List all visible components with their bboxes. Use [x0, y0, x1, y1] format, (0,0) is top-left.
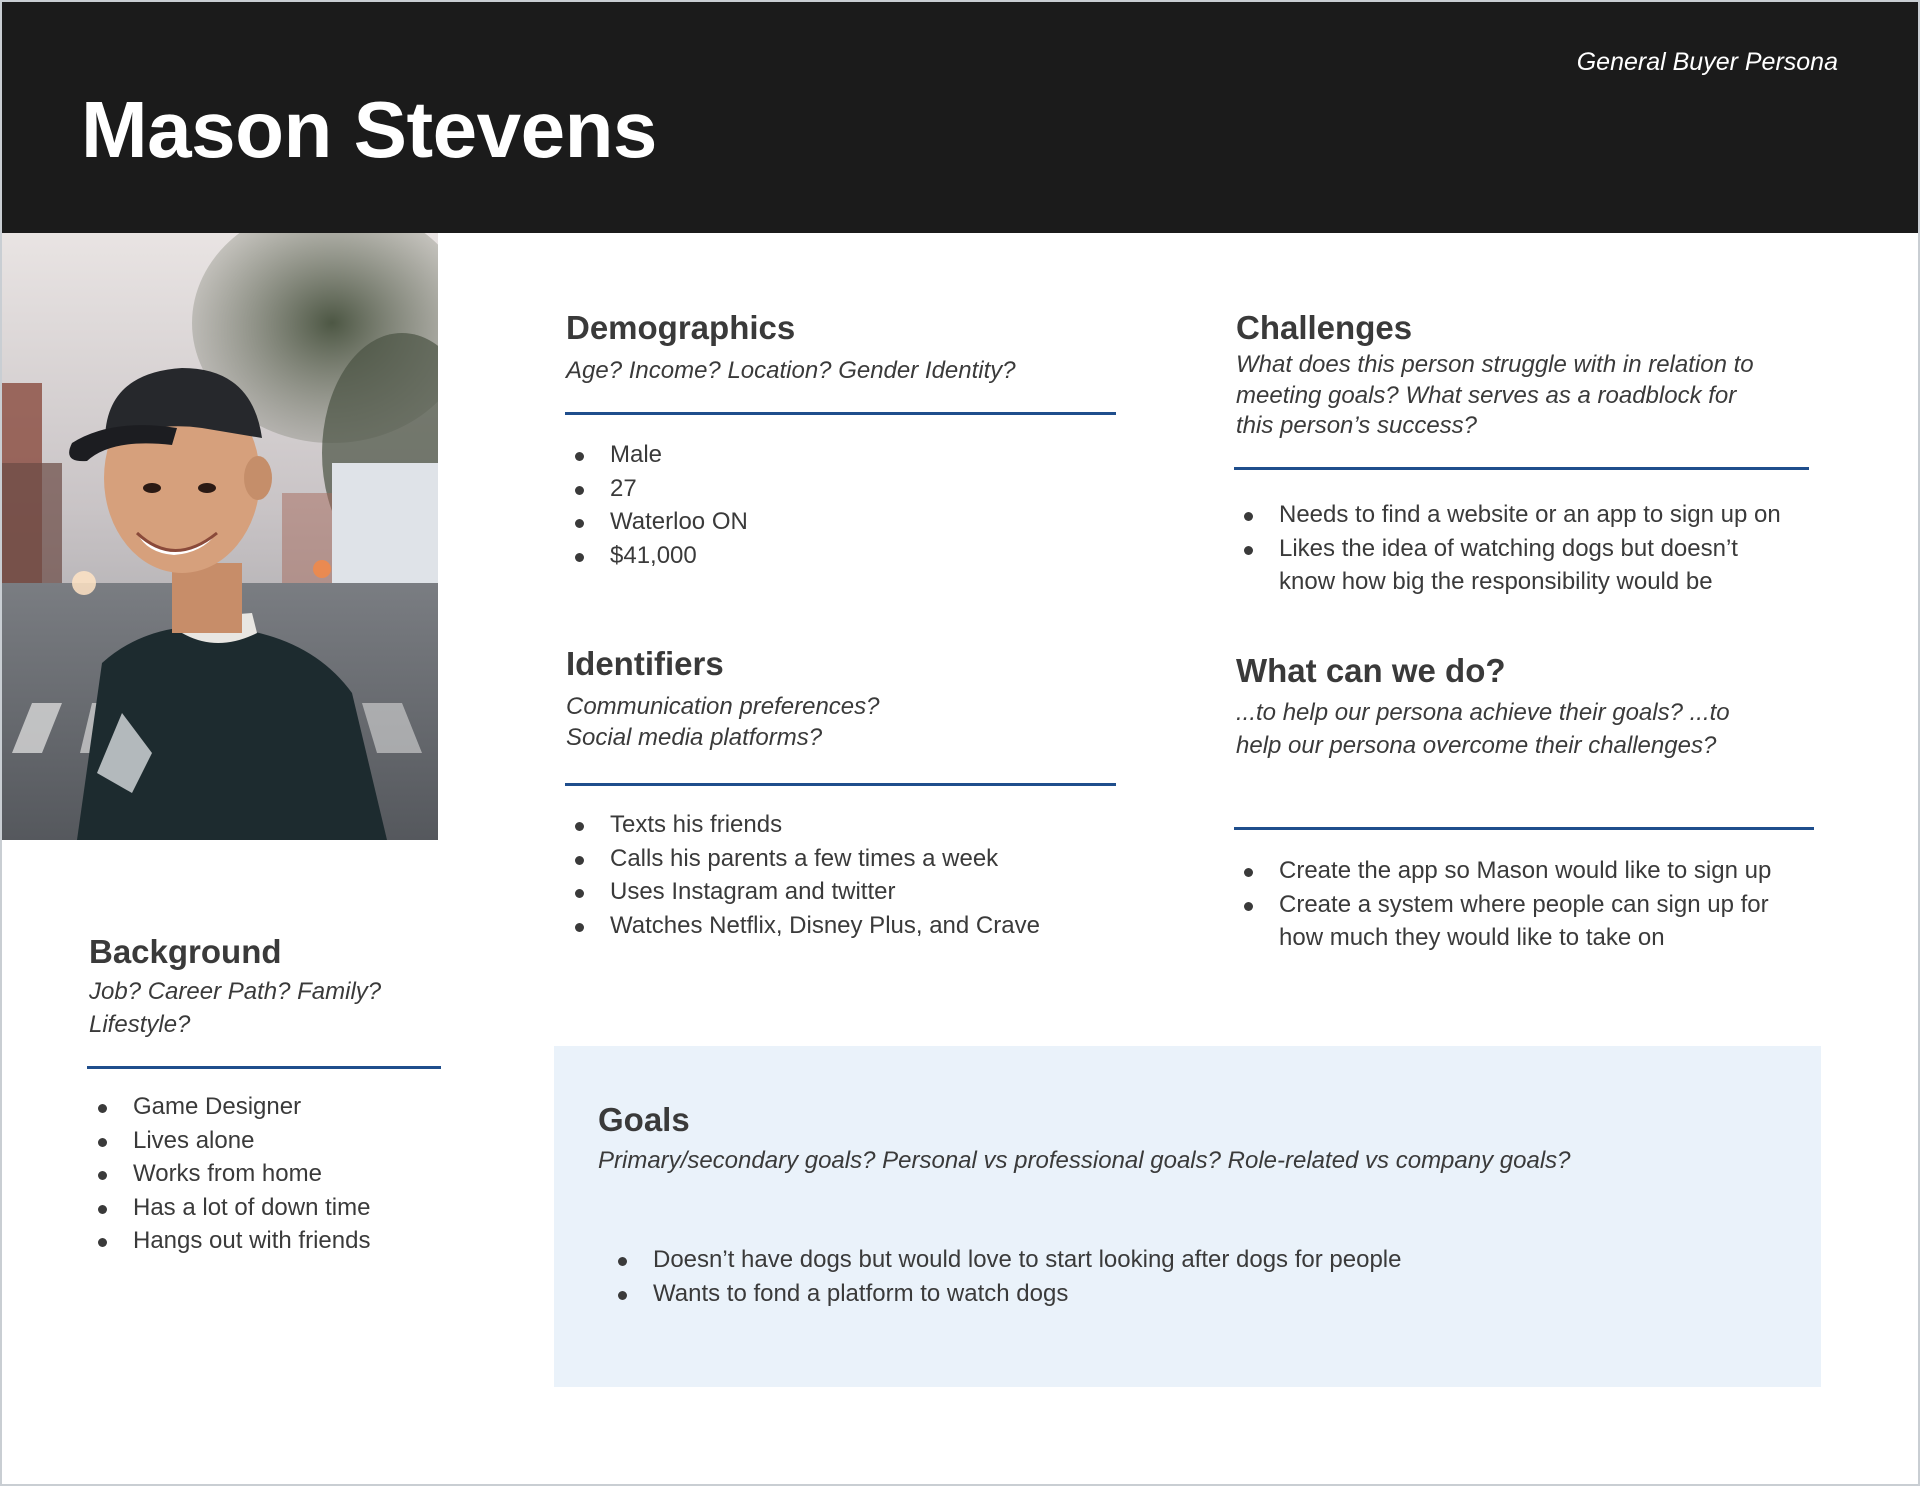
- goals-prompt: Primary/secondary goals? Personal vs professional goals? Role-related vs company goals?: [598, 1147, 1571, 1174]
- list-item: Hangs out with friends: [88, 1224, 370, 1258]
- what-can-we-do-title: What can we do?: [1236, 652, 1506, 689]
- prompt-line: help our persona overcome their challenges?: [1236, 732, 1717, 759]
- challenges-divider: [1234, 467, 1809, 470]
- list-item-text: Create the app so Mason would like to sign up: [1279, 857, 1772, 884]
- list-item: 27: [565, 472, 748, 506]
- persona-portrait-icon: [2, 233, 438, 840]
- background-list: [88, 1090, 370, 1258]
- persona-name: Mason Stevens: [81, 85, 657, 174]
- list-item: [1234, 888, 1771, 955]
- list-item: [1234, 532, 1781, 599]
- background-title: Background: [89, 933, 282, 970]
- list-item: Texts his friends: [565, 808, 1040, 842]
- prompt-line: this person’s success?: [1236, 412, 1478, 439]
- persona-photo: [2, 233, 438, 840]
- what-can-we-do-prompt: [1236, 696, 1730, 762]
- goals-panel: [554, 1046, 1821, 1387]
- goals-section: [598, 1101, 1571, 1176]
- prompt-line: meeting goals? What serves as a roadblock for: [1236, 381, 1737, 409]
- list-item: Lives alone: [88, 1124, 370, 1158]
- header-bar: [2, 2, 1918, 233]
- challenges-prompt: [1236, 350, 1754, 442]
- prompt-line: Lifestyle?: [89, 1011, 191, 1038]
- list-item-text: how much they would like to take on: [1279, 924, 1665, 951]
- list-item: Uses Instagram and twitter: [565, 875, 1040, 909]
- prompt-line: ...to help our persona achieve their goals? ...to: [1236, 699, 1730, 726]
- list-item: Calls his parents a few times a week: [565, 842, 1040, 876]
- demographics-divider: [565, 412, 1116, 415]
- list-item: Has a lot of down time: [88, 1191, 370, 1225]
- demographics-section: [566, 309, 1016, 386]
- identifiers-section: [566, 645, 880, 753]
- challenges-title: Challenges: [1236, 309, 1413, 346]
- list-item: [1234, 854, 1771, 888]
- list-item: [1234, 498, 1781, 532]
- demographics-list: [565, 438, 748, 572]
- challenges-list: [1234, 498, 1781, 599]
- demographics-title: Demographics: [566, 309, 796, 346]
- identifiers-list: [565, 808, 1040, 942]
- goals-title: Goals: [598, 1101, 690, 1138]
- what-can-we-do-divider: [1234, 827, 1814, 830]
- challenges-section: [1236, 309, 1754, 442]
- identifiers-prompt: [566, 691, 880, 753]
- list-item-text: Likes the idea of watching dogs but doesn’t: [1279, 534, 1738, 562]
- demographics-prompt: Age? Income? Location? Gender Identity?: [566, 357, 1016, 384]
- goals-list: [608, 1243, 1401, 1310]
- persona-type-label: General Buyer Persona: [1576, 48, 1838, 76]
- list-item: Game Designer: [88, 1090, 370, 1124]
- list-item-text: Create a system where people can sign up for: [1279, 890, 1769, 918]
- what-can-we-do-section: [1236, 652, 1730, 762]
- list-item: Doesn’t have dogs but would love to start looking after dogs for people: [608, 1243, 1401, 1277]
- prompt-line: Social media platforms?: [566, 724, 823, 751]
- list-item: $41,000: [565, 539, 748, 573]
- list-item: Wants to fond a platform to watch dogs: [608, 1277, 1401, 1311]
- list-item: Waterloo ON: [565, 505, 748, 539]
- identifiers-title: Identifiers: [566, 645, 724, 682]
- list-item-text: Needs to find a website or an app to sign up on: [1279, 501, 1781, 528]
- prompt-line: Communication preferences?: [566, 693, 880, 720]
- list-item: Watches Netflix, Disney Plus, and Crave: [565, 909, 1040, 943]
- background-prompt: [89, 975, 381, 1041]
- list-item: Works from home: [88, 1157, 370, 1191]
- background-section: [89, 933, 381, 1041]
- prompt-line: Job? Career Path? Family?: [89, 978, 382, 1005]
- list-item: Male: [565, 438, 748, 472]
- background-divider: [87, 1066, 441, 1069]
- what-can-we-do-list: [1234, 854, 1771, 955]
- identifiers-divider: [565, 783, 1116, 786]
- list-item-text: know how big the responsibility would be: [1279, 568, 1713, 595]
- prompt-line: What does this person struggle with in relation to: [1236, 351, 1754, 378]
